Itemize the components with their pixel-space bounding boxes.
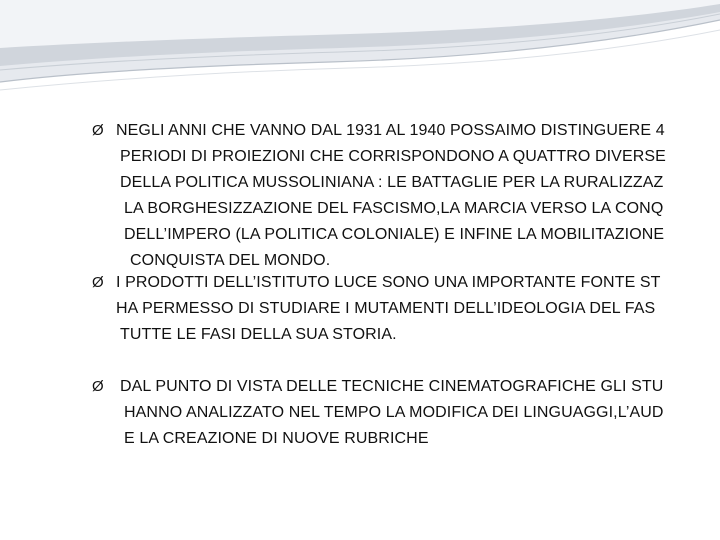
bullet-2-line-3: TUTTE LE FASI DELLA SUA STORIA.: [120, 326, 397, 343]
bullet-1-line-4: LA BORGHESIZZAZIONE DEL FASCISMO,LA MARCIA VERSO LA CONQ: [124, 200, 664, 217]
bullet-item-3: [92, 374, 720, 452]
bullet-3-line-3: E LA CREAZIONE DI NUOVE RUBRICHE: [124, 430, 429, 447]
arrow-bullet-icon: Ø: [92, 378, 104, 395]
bullet-3-line-2: HANNO ANALIZZATO NEL TEMPO LA MODIFICA DEI LINGUAGGI,L’AUD: [124, 404, 664, 421]
bullet-1-line-2: PERIODI DI PROIEZIONI CHE CORRISPONDONO A QUATTRO DIVERSE: [120, 148, 666, 165]
bullet-1-line-1: NEGLI ANNI CHE VANNO DAL 1931 AL 1940 POSSAIMO DISTINGUERE 4: [116, 122, 665, 139]
bullet-3-line-1: DAL PUNTO DI VISTA DELLE TECNICHE CINEMATOGRAFICHE GLI STU: [120, 378, 664, 395]
bullet-1-line-6: CONQUISTA DEL MONDO.: [130, 252, 331, 269]
bullet-2-line-2: HA PERMESSO DI STUDIARE I MUTAMENTI DELL’IDEOLOGIA DEL FAS: [116, 300, 656, 317]
bullet-1-line-5: DELL’IMPERO (LA POLITICA COLONIALE) E INFINE LA MOBILITAZIONE: [124, 226, 665, 243]
arrow-bullet-icon: Ø: [92, 122, 104, 139]
bullet-1-line-3: DELLA POLITICA MUSSOLINIANA : LE BATTAGLIE PER LA RURALIZZAZ: [120, 174, 664, 191]
arrow-bullet-icon: Ø: [92, 274, 104, 291]
bullet-2-line-1: I PRODOTTI DELL’ISTITUTO LUCE SONO UNA IMPORTANTE FONTE ST: [116, 274, 661, 291]
bullet-item-1: [92, 118, 720, 274]
bullet-item-2: [92, 270, 720, 348]
